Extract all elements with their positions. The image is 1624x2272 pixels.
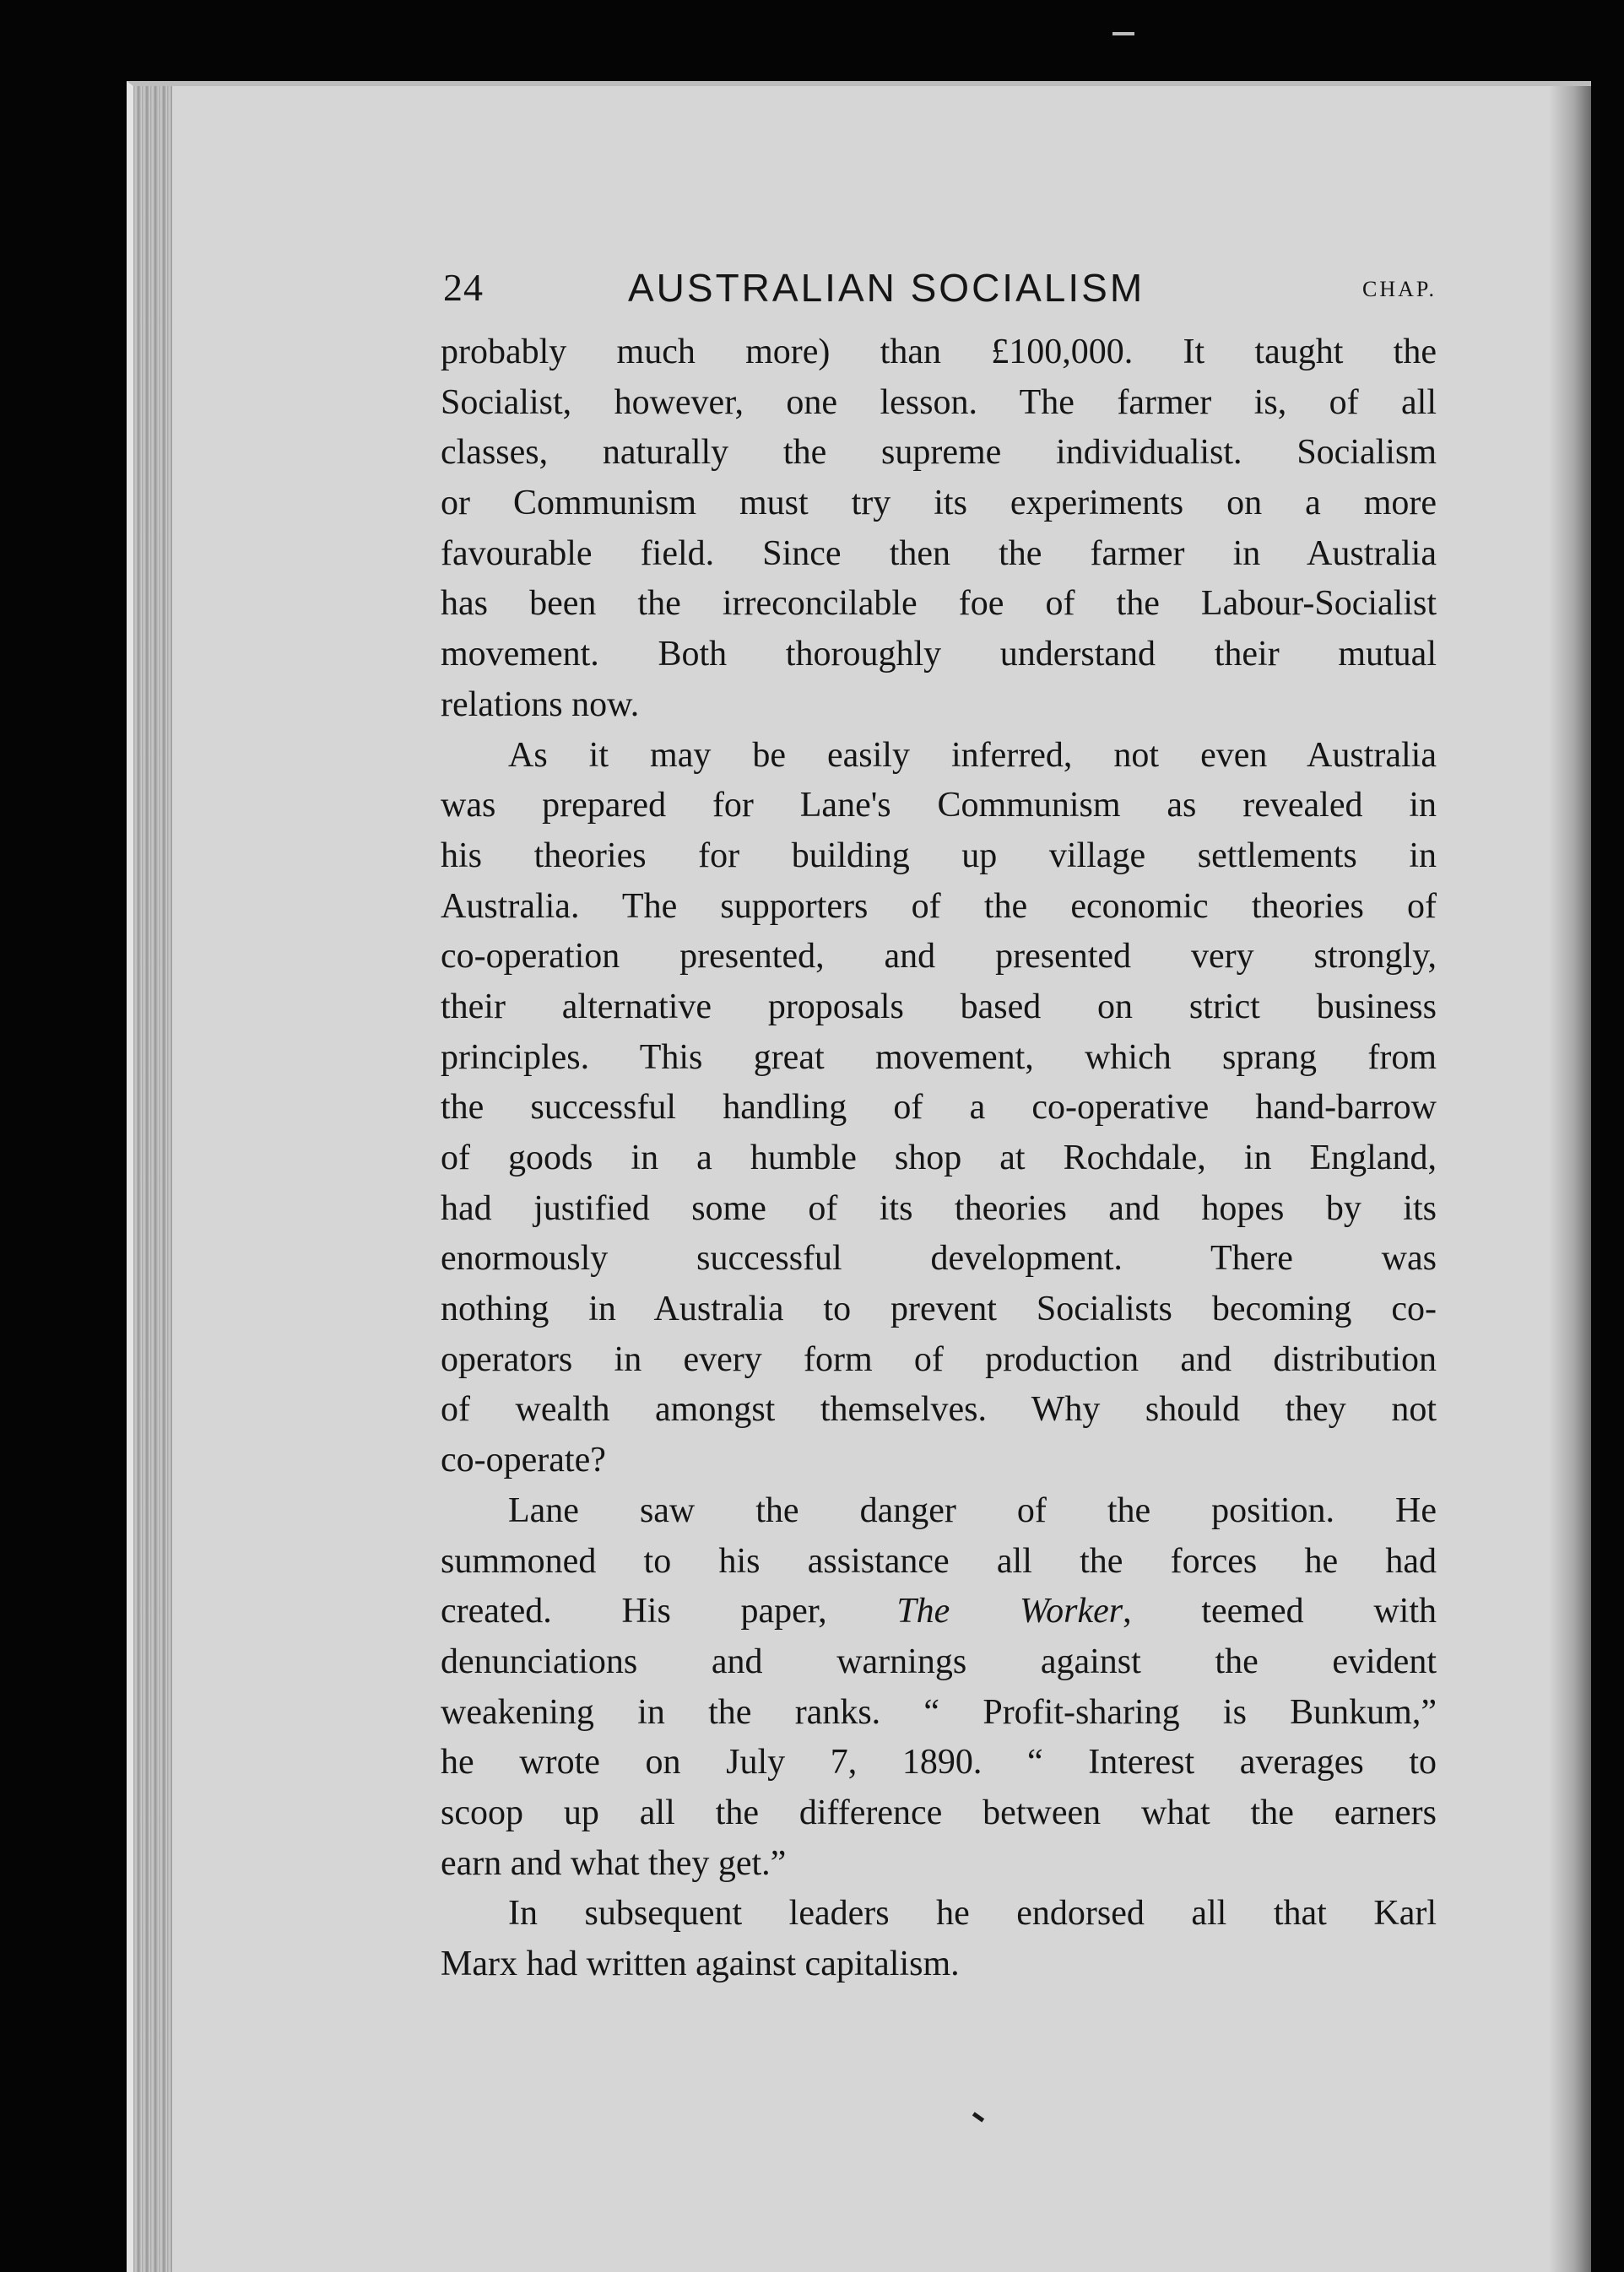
text-line: Australia. The supporters of the economic theories of — [441, 886, 1437, 926]
text-segment: , teemed with — [1123, 1592, 1437, 1631]
paragraph-start-line: In subsequent leaders he endorsed all that Karl — [508, 1894, 1437, 1934]
paragraph-start-line: Lane saw the danger of the position. He — [508, 1490, 1437, 1530]
text-line: was prepared for Lane's Communism as revealed in — [441, 786, 1437, 825]
text-line: principles. This great movement, which sprang from — [441, 1037, 1437, 1077]
text-line: probably much more) than £100,000. It taught the — [441, 333, 1437, 371]
text-line: operators in every form of production and distribution — [441, 1339, 1437, 1379]
text-line: he wrote on July 7, 1890. “ Interest averages to — [441, 1743, 1437, 1782]
paragraph-end-line: earn and what they get.” — [441, 1843, 787, 1883]
text-line: of wealth amongst themselves. Why should they not — [441, 1390, 1437, 1430]
text-line: classes, naturally the supreme individualist. Socialism — [441, 433, 1437, 473]
running-header — [441, 265, 1438, 324]
text-line: their alternative proposals based on strict business — [441, 987, 1437, 1026]
text-line: denunciations and warnings against the evident — [441, 1642, 1437, 1681]
text-line-with-title — [441, 1587, 1437, 1637]
page-gutter — [133, 86, 172, 2272]
running-title: AUSTRALIAN SOCIALISM — [628, 266, 1145, 310]
text-line: had justified some of its theories and hopes by its — [441, 1188, 1437, 1228]
text-line: his theories for building up village settlements in — [441, 836, 1437, 875]
text-line: scoop up all the difference between what the earners — [441, 1793, 1437, 1832]
text-line: of goods in a humble shop at Rochdale, in England, — [441, 1139, 1437, 1177]
scan-speck — [1112, 32, 1134, 35]
body-text — [441, 327, 1438, 1990]
text-line: co-operation presented, and presented very strongly, — [441, 937, 1437, 976]
paragraph-end-line: Marx had written against capitalism. — [441, 1945, 960, 1983]
text-line: Socialist, however, one lesson. The farmer is, of all — [441, 382, 1437, 422]
text-line: or Communism must try its experiments on a more — [441, 484, 1437, 523]
page-edge-shadow — [1549, 86, 1591, 2272]
page-content — [441, 265, 1438, 1990]
text-segment: created. His paper, — [441, 1592, 897, 1631]
paragraph-end-line: relations now. — [441, 684, 640, 724]
paragraph-start-line: As it may be easily inferred, not even Australia — [508, 735, 1437, 775]
text-line: enormously successful development. There was — [441, 1239, 1437, 1279]
text-line: movement. Both thoroughly understand their mutual — [441, 635, 1437, 674]
text-line: favourable field. Since then the farmer in Australia — [441, 533, 1437, 573]
page-number: 24 — [443, 266, 484, 309]
text-line: summoned to his assistance all the forces he had — [441, 1541, 1437, 1581]
text-line: nothing in Australia to prevent Socialists becoming co- — [441, 1290, 1437, 1329]
text-line: the successful handling of a co-operative hand-barrow — [441, 1088, 1437, 1128]
chapter-abbreviation: CHAP. — [1362, 277, 1437, 301]
paragraph-end-line: co-operate? — [441, 1441, 606, 1480]
text-line: has been the irreconcilable foe of the Labour-Socialist — [441, 584, 1437, 624]
periodical-title: The Worker — [896, 1592, 1123, 1631]
text-line: weakening in the ranks. “ Profit-sharing is Bunkum,” — [441, 1692, 1437, 1732]
